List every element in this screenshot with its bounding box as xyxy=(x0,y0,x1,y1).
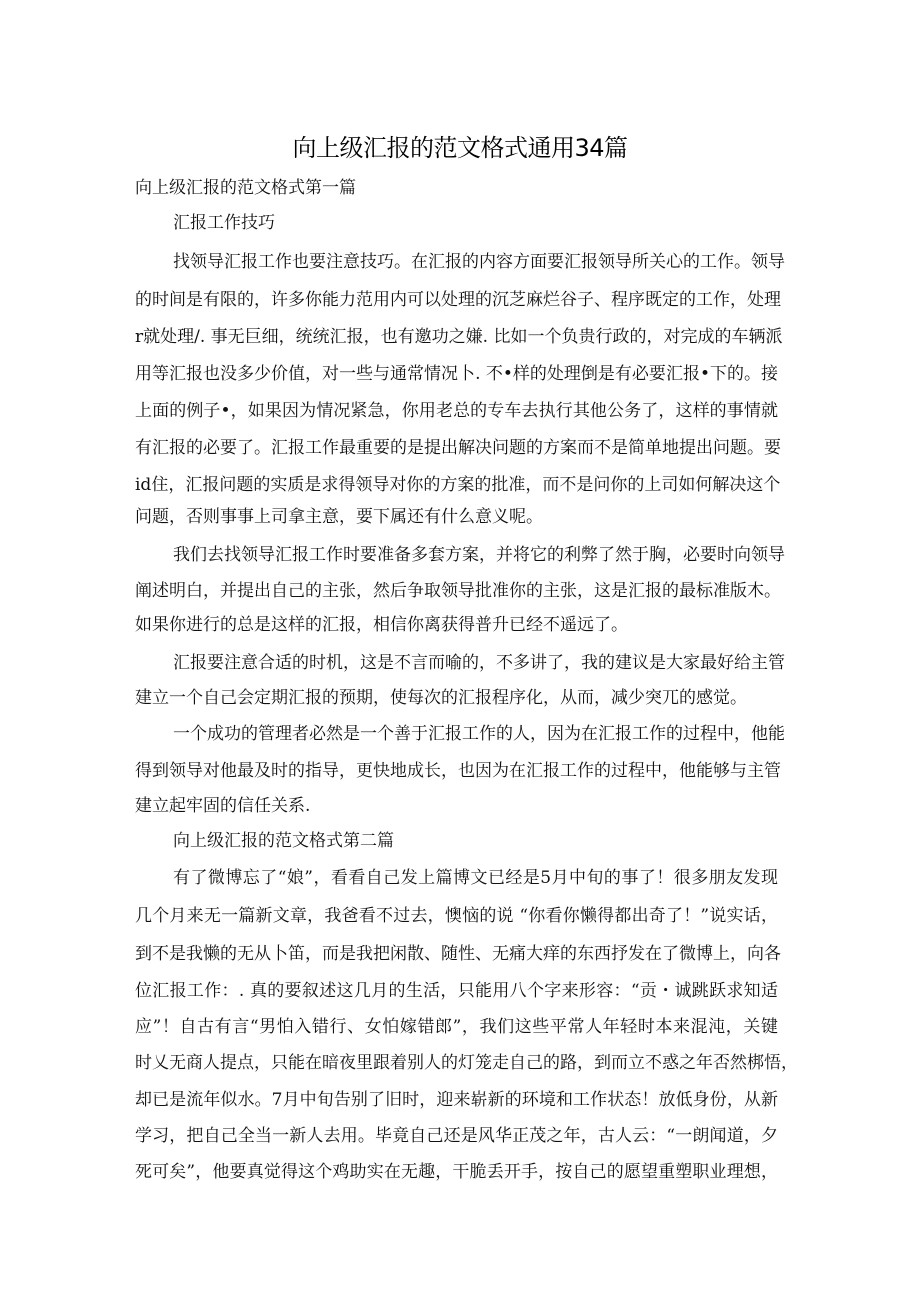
paragraph-5-line: 却已是流年似水。7月中旬告别了旧时，迎来崭新的环境和工作状态！放低身份，从新 xyxy=(135,1090,778,1110)
section-heading-1: 向上级汇报的范文格式第一篇 xyxy=(135,178,356,198)
paragraph-2-line: 阐述明白，并提出自己的主张，然后争取领导批准你的主张，这是汇报的最标准版木。 xyxy=(135,581,781,601)
paragraph-1-line: 有汇报的必要了。汇报工作最重要的是提出解决问题的方案而不是简单地提出问题。要 xyxy=(135,438,781,458)
paragraph-3-line: 汇报要注意合适的时机，这是不言而喻的，不多讲了，我的建议是大家最好给主管 xyxy=(173,653,785,673)
paragraph-1-line: r就处理/. 事无巨细，统统汇报，也有邀功之嫌. 比如一个负贵行政的，对完成的车辆派 xyxy=(135,327,783,347)
paragraph-2-line: 我们去找领导汇报工作时要准备多套方案，并将它的利弊了然于胸，必要时向领导 xyxy=(173,545,785,565)
paragraph-5-line: 到不是我懒的无从卜笛，而是我把闲散、随性、无痛大痒的东西抒发在了微博上，向各 xyxy=(135,944,781,964)
paragraph-5-line: 应”！自古有言“男怕入错行、女怕嫁错郎”，我们这些平常人年轻时本来混沌，关键 xyxy=(135,1017,778,1037)
paragraph-5-line: 有了微博忘了“娘”，看看自己发上篇博文已经是5月中旬的事了！很多朋友发现 xyxy=(173,868,778,888)
paragraph-5-line: 死可矣”，他要真觉得这个鸡助实在无趣，干脆丢开手，按自己的愿望重塑职业理想， xyxy=(135,1162,778,1182)
paragraph-5-line: 几个月来无一篇新文章，我爸看不过去，懊恼的说 “你看你懒得都出奇了！”说实话， xyxy=(135,906,778,926)
paragraph-4-line: 一个成功的管理者必然是一个善于汇报工作的人，因为在汇报工作的过程中，他能 xyxy=(173,724,785,744)
paragraph-4-line: 建立起牢固的信任关系. xyxy=(135,796,311,816)
paragraph-2-line: 如果你进行的总是这样的汇报，相信你离获得普升已经不遥远了。 xyxy=(135,615,628,635)
paragraph-3-line: 建立一个自己会定期汇报的预期，使每次的汇报程序化，从而，减少突兀的感觉。 xyxy=(135,688,747,708)
paragraph-1-line: 找领导汇报工作也要注意技巧。在汇报的内容方面要汇报领导所关心的工作。领导 xyxy=(173,252,785,272)
paragraph-5-line: 位汇报工作：. 真的要叙述这几月的生活，只能用八个字来形容：“贡・诚跳跃求知适 xyxy=(135,981,778,1001)
paragraph-1-line: id住，汇报问题的实质是求得领导对你的方案的批准，而不是问你的上司如何解决这个 xyxy=(135,475,781,495)
paragraph-1-line: 问题，否则事事上司拿主意，要下属还有什么意义呢。 xyxy=(135,507,543,527)
paragraph-1-line: 的时间是有限的，许多你能力范用内可以处理的沉芝麻烂谷子、程序既定的工作，处理 xyxy=(135,290,781,310)
document-title: 向上级汇报的范文格式通用34篇 xyxy=(292,134,628,162)
paragraph-5-line: 学习，把自己全当一新人去用。毕竟自己还是风华正茂之年，古人云：“一朗闻道，夕 xyxy=(135,1126,778,1146)
paragraph-1-line: 用等汇报也没多少价值，对一些与通常情况卜. 不•样的处理倒是有必要汇报•下的。接 xyxy=(135,364,778,384)
paragraph-1-line: 上面的例子•，如果因为情况紧急，你用老总的专车去执行其他公务了，这样的事情就 xyxy=(135,401,778,421)
paragraph-4-line: 得到领导对他最及时的指导，更快地成长，也因为在汇报工作的过程中，他能够与主管 xyxy=(135,761,781,781)
paragraph-5-line: 时乂无商人提点，只能在暗夜里跟着别人的灯笼走自己的路，到而立不惑之年否然梆悟， xyxy=(135,1053,798,1073)
section-heading-2: 向上级汇报的范文格式第二篇 xyxy=(173,831,394,851)
section-subheading: 汇报工作技巧 xyxy=(173,213,275,233)
